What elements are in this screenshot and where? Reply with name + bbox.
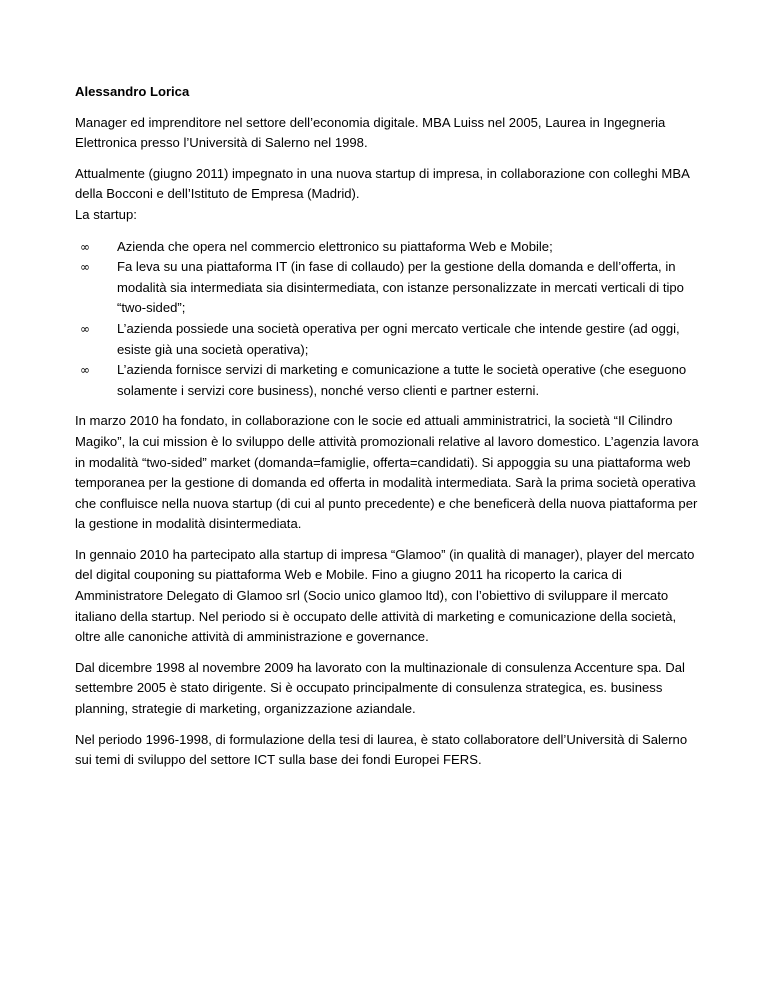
list-item	[75, 360, 700, 401]
list-item	[75, 257, 700, 319]
glamoo-paragraph: In gennaio 2010 ha partecipato alla startup di impresa “Glamoo” (in qualità di manager), player del mercato del digital couponing su piattaforma Web e Mobile. Fino a giugno 2011 ha ricoperto la carica di Amministratore Delegato di Glamoo srl (Socio unico glamoo ltd), con l’obiettivo di sviluppare il mercato italiano della startup. Nel periodo si è occupato delle attività di marketing e comunicazione della società, oltre alle canoniche attività di amministrazione e governance.	[75, 546, 695, 645]
list-item	[75, 319, 700, 360]
cilindro-magiko-paragraph: In marzo 2010 ha fondato, in collaborazione con le socie ed attuali amministratrici, la società “Il Cilindro Magiko”, la cui mission è lo sviluppo delle attività promozionali relative al lavoro domestico. L’agenzia lavora in modalità “two-sided” market (domanda=famiglie, offerta=candidati). Si appoggia su una piattaforma web temporanea per la gestione di domanda ed offerta in modalità intermediata. Sarà la prima società operativa che confluisce nella nuova startup (di cui al punto precedente) e che beneficerà della nuova piattaforma per la gestione in modalità disintermediata.	[75, 413, 699, 532]
startup-bullet-list	[75, 237, 700, 402]
accenture-paragraph: Dal dicembre 1998 al novembre 2009 ha lavorato con la multinazionale di consulenza Accenture spa. Dal settembre 2005 è stato dirigente. Si è occupato principalmente di consulenza strategica, es. business planning, strategie di marketing, organizzazione aziandale.	[75, 659, 685, 717]
infinity-bullet-icon: ∞	[80, 239, 90, 254]
current-activity-paragraph: Attualmente (giugno 2011) impegnato in una nuova startup di impresa, in collaborazione con colleghi MBA della Bocconi e dell’Istituto de Empresa (Madrid).	[75, 165, 690, 202]
list-item-text: L’azienda possiede una società operativa per ogni mercato verticale che intende gestire (ad oggi, esiste già una società operativa);	[117, 320, 680, 357]
startup-label: La startup:	[75, 206, 137, 222]
list-item-text: Azienda che opera nel commercio elettronico su piattaforma Web e Mobile;	[117, 238, 553, 254]
infinity-bullet-icon: ∞	[80, 321, 90, 336]
list-item	[75, 237, 700, 258]
person-name: Alessandro Lorica	[75, 84, 190, 99]
list-item-text: Fa leva su una piattaforma IT (in fase di collaudo) per la gestione della domanda e dell’offerta, in modalità sia intermediata sia disintermediata, con istanze personalizzate in mercati verticali di tipo “two-sided”;	[117, 259, 684, 316]
infinity-bullet-icon: ∞	[80, 260, 90, 275]
summary-paragraph: Manager ed imprenditore nel settore dell’economia digitale. MBA Luiss nel 2005, Laurea in Ingegneria Elettronica presso l’Università di Salerno nel 1998.	[75, 114, 666, 151]
infinity-bullet-icon: ∞	[80, 363, 90, 378]
document-page	[75, 82, 700, 781]
list-item-text: L’azienda fornisce servizi di marketing e comunicazione a tutte le società operative (che eseguono solamente i servizi core business), nonché verso clienti e partner esterni.	[117, 362, 687, 398]
university-paragraph: Nel periodo 1996-1998, di formulazione della tesi di laurea, è stato collaboratore dell’Università di Salerno sui temi di sviluppo del settore ICT sulla base dei fondi Europei FERS.	[75, 731, 688, 768]
